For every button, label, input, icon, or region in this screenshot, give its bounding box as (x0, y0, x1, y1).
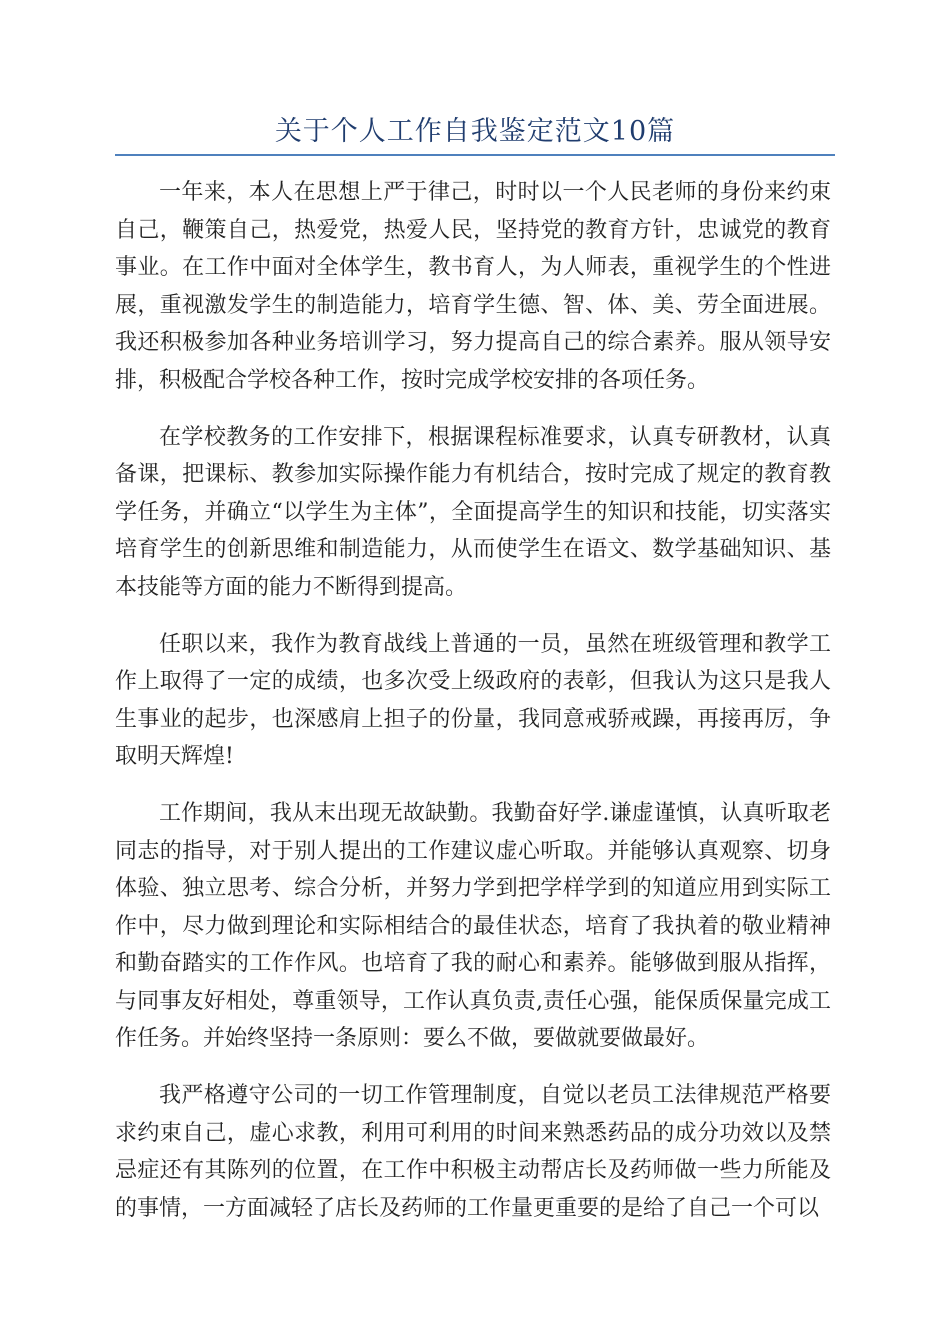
document-body (115, 174, 831, 1246)
paragraph-4: 工作期间，我从末出现无故缺勤。我勤奋好学.谦虚谨慎，认真听取老同志的指导，对于别人提出的工作建议虚心听取。并能够认真观察、切身体验、独立思考、综合分析，并努力学到把学样学到的知道应用到实际工作中，尽力做到理论和实际相结合的最佳状态，培育了我执着的敬业精神和勤奋踏实的工作作风。也培育了我的耐心和素养。能够做到服从指挥，与同事友好相处，尊重领导，工作认真负责,责任心强，能保质保量完成工作任务。并始终坚持一条原则：要么不做，要做就要做最好。 (115, 800, 831, 1052)
document-title: 关于个人工作自我鉴定范文10篇 (274, 116, 676, 147)
title-underline (115, 154, 835, 156)
paragraph-1: 一年来，本人在思想上严于律己，时时以一个人民老师的身份来约束自己，鞭策自己，热爱党，热爱人民，坚持党的教育方针，忠诚党的教育事业。在工作中面对全体学生，教书育人，为人师表，重视学生的个性进展，重视激发学生的制造能力，培育学生德、智、体、美、劳全面进展。我还积极参加各种业务培训学习，努力提高自己的综合素养。服从领导安排，积极配合学校各种工作，按时完成学校安排的各项任务。 (115, 180, 831, 393)
paragraph-3: 任职以来，我作为教育战线上普通的一员，虽然在班级管理和教学工作上取得了一定的成绩，也多次受上级政府的表彰，但我认为这只是我人生事业的起步，也深感肩上担子的份量，我同意戒骄戒躁，再接再厉，争取明天辉煌! (115, 631, 831, 770)
paragraph-5: 我严格遵守公司的一切工作管理制度，自觉以老员工法律规范严格要求约束自己，虚心求教，利用可利用的时间来熟悉药品的成分功效以及禁忌症还有其陈列的位置，在工作中积极主动帮店长及药师做一些力所能及的事情，一方面减轻了店长及药师的工作量更重要的是给了自己一个可以 (115, 1083, 831, 1221)
paragraph-2: 在学校教务的工作安排下，根据课程标准要求，认真专研教材，认真备课，把课标、教参加实际操作能力有机结合，按时完成了规定的教育教学任务，并确立“以学生为主体”，全面提高学生的知识和技能，切实落实培育学生的创新思维和制造能力，从而使学生在语文、数学基础知识、基本技能等方面的能力不断得到提高。 (115, 424, 831, 600)
